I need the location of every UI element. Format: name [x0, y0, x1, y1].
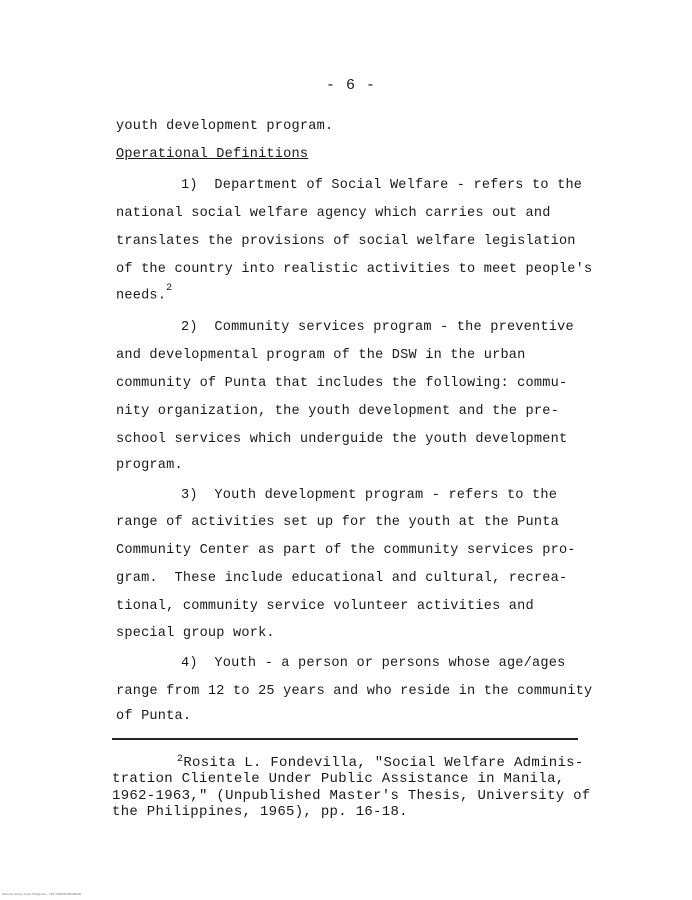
definition-4-start: 4) Youth - a person or persons whose age/ages [181, 656, 566, 671]
section-heading: Operational Definitions [116, 147, 309, 162]
footnote-line [177, 755, 584, 771]
page-number: - 6 - [326, 77, 377, 94]
body-line: national social welfare agency which carries out and [116, 206, 551, 221]
footnote-reference: 2 [166, 283, 173, 294]
footnote-divider [112, 738, 578, 740]
body-line: of Punta. [116, 709, 192, 724]
body-line: community of Punta that includes the following: commu- [116, 376, 568, 391]
footnote-line: tration Clientele Under Public Assistance in Manila, [112, 771, 565, 787]
body-text: needs. [116, 288, 167, 304]
body-line: nity organization, the youth development and the pre- [116, 404, 559, 419]
body-line: tional, community service volunteer activities and [116, 599, 534, 614]
definition-3-start: 3) Youth development program - refers to the [181, 488, 558, 503]
body-line: of the country into realistic activities to meet people's [116, 262, 593, 277]
footnote-text: Rosita L. Fondevilla, "Social Welfare Adminis- [183, 755, 584, 771]
body-line: range of activities set up for the youth at the Punta [116, 515, 559, 530]
body-line-with-footnote [116, 283, 173, 304]
definition-1-start: 1) Department of Social Welfare - refers to the [181, 178, 583, 193]
footnote-line: 1962-1963," (Unpublished Master's Thesis, University of [112, 788, 591, 804]
body-line: youth development program. [116, 119, 334, 134]
body-line: Community Center as part of the community services pro- [116, 543, 576, 558]
definition-2-start: 2) Community services program - the preventive [181, 320, 574, 335]
body-line: special group work. [116, 626, 275, 641]
scan-credit: National Library of the Philippines · NLP-000000000000000 [2, 892, 82, 896]
body-line: translates the provisions of social welfare legislation [116, 234, 576, 249]
body-line: range from 12 to 25 years and who reside in the community [116, 684, 593, 699]
body-line: gram. These include educational and cultural, recrea- [116, 571, 568, 586]
body-line: and developmental program of the DSW in the urban [116, 348, 526, 363]
body-line: school services which underguide the youth development [116, 432, 568, 447]
body-line: program. [116, 458, 183, 473]
footnote-mark: 2 [177, 754, 184, 765]
footnote-line: the Philippines, 1965), pp. 16-18. [112, 804, 408, 820]
